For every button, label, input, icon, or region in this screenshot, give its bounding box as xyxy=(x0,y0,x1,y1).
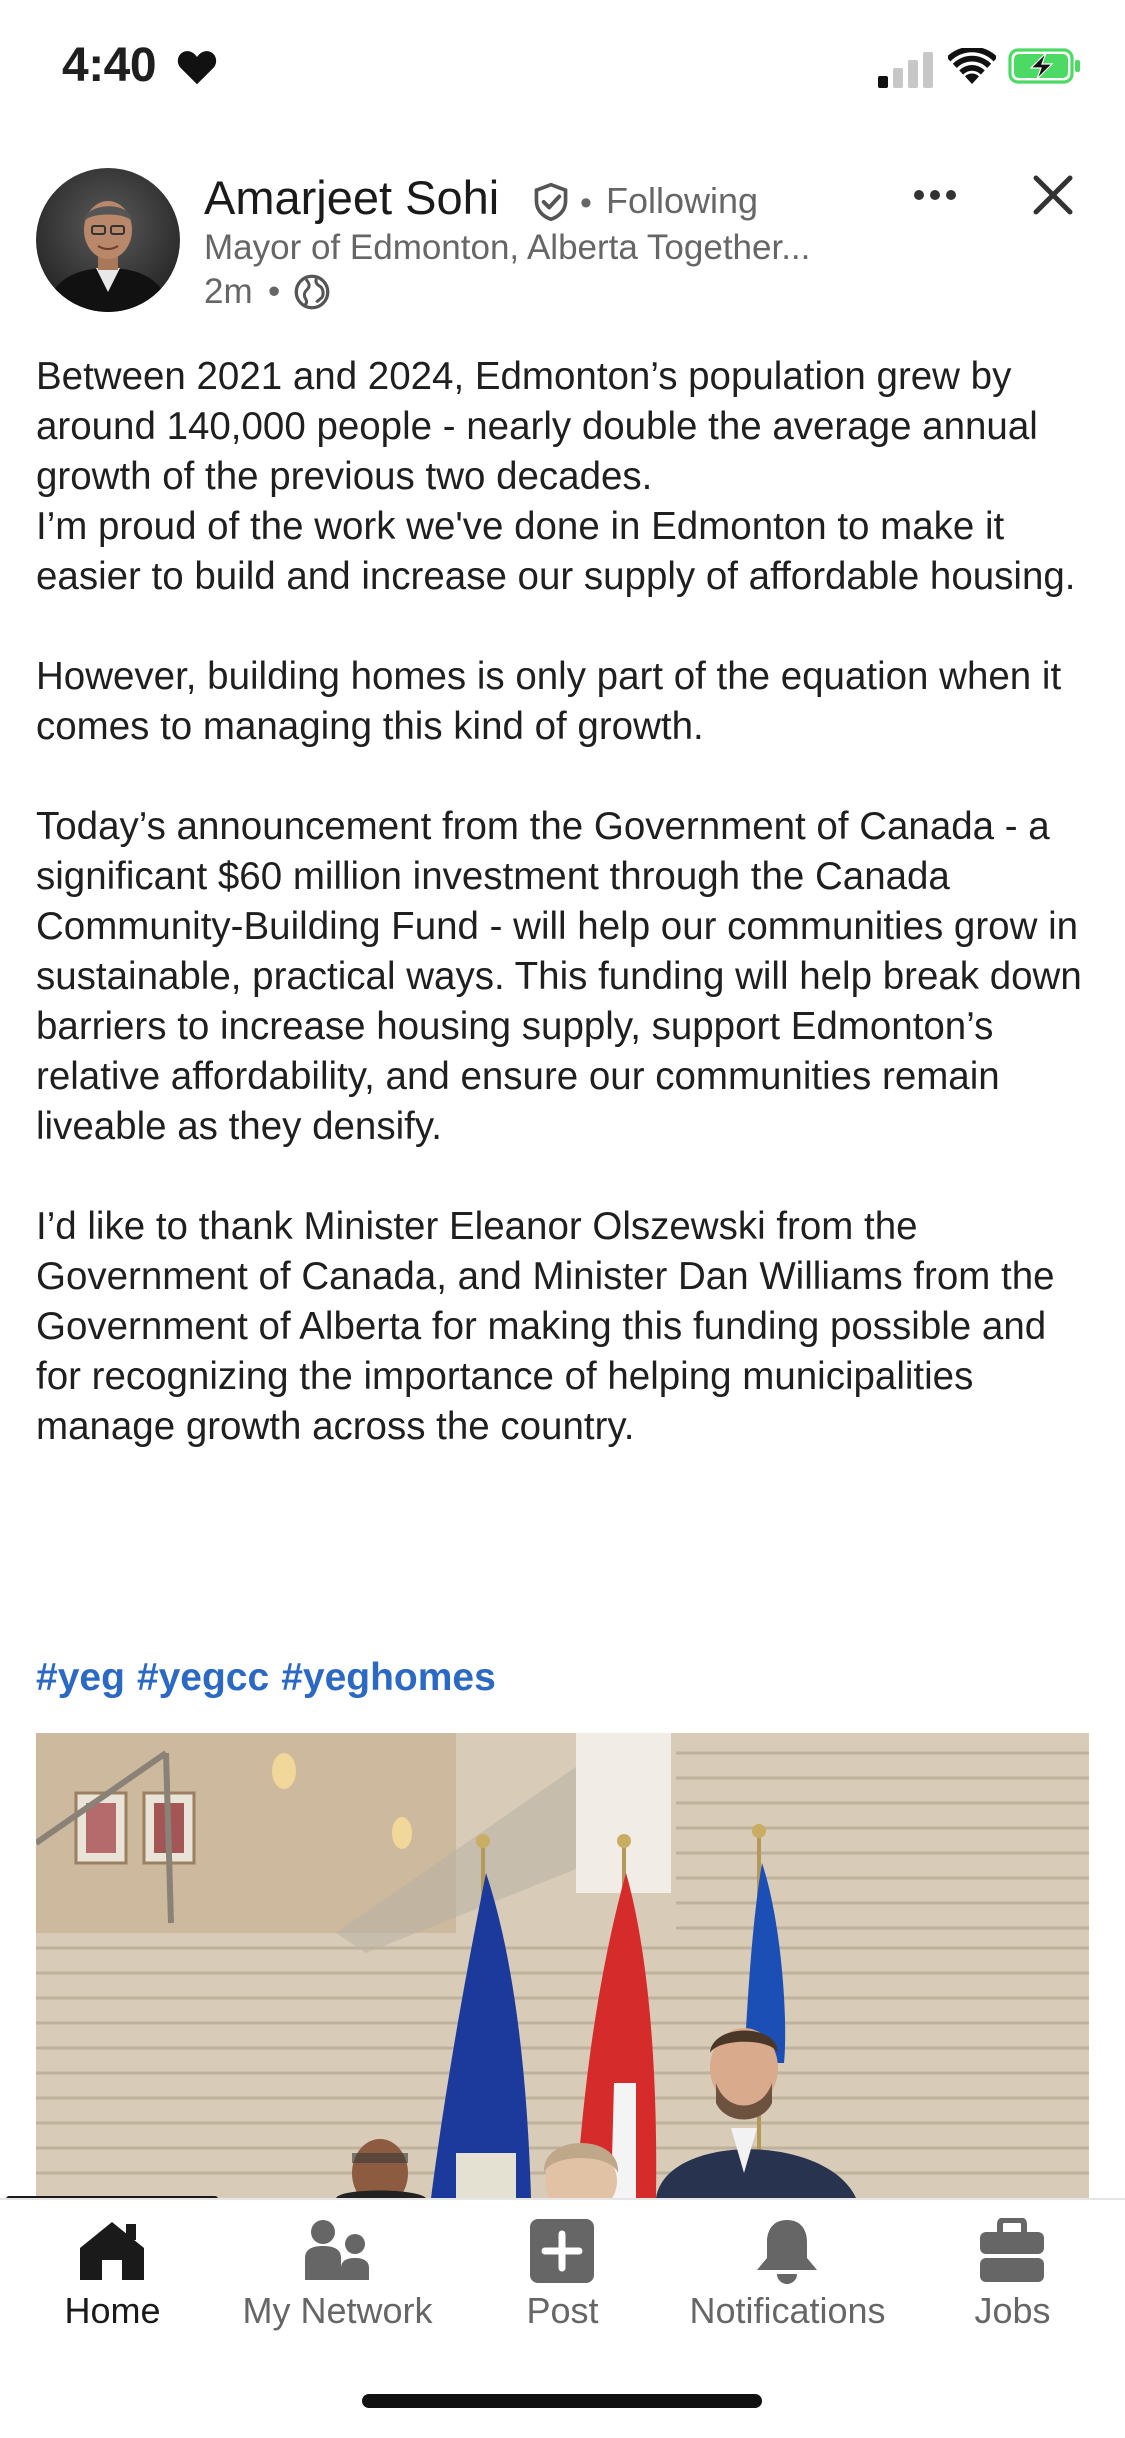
post-paragraph: Between 2021 and 2024, Edmonton’s population grew by around 140,000 people - nearly double the average annual growth of the previous two decades. I’m proud of the work we've done in Edmonton to make it easier to build and increase our supply of affordable housing. xyxy=(36,355,1076,598)
nav-jobs-label: Jobs xyxy=(974,2290,1051,2331)
cellular-signal-icon xyxy=(878,50,934,88)
heart-icon xyxy=(176,48,218,86)
status-time: 4:40 xyxy=(62,39,157,92)
post-paragraph: Today’s announcement from the Government of Canada - a significant $60 million investment through the Canada Community-Building Fund - will help our communities grow in sustainable, practical ways. This funding will help break down barriers to increase housing supply, support Edmonton’s relative affordability, and ensure our communities remain liveable as they densify. xyxy=(36,805,1082,1148)
hashtag-list xyxy=(36,1656,508,1700)
following-status[interactable]: Following xyxy=(606,180,759,221)
follow-separator: • xyxy=(580,184,592,222)
bell-icon xyxy=(753,2218,821,2284)
globe-icon xyxy=(294,274,330,310)
network-icon xyxy=(303,2218,371,2284)
hashtag-link[interactable]: #yeghomes xyxy=(281,1656,496,1699)
author-name[interactable]: Amarjeet Sohi xyxy=(204,171,500,224)
home-icon xyxy=(78,2218,146,2284)
nav-notifications-label: Notifications xyxy=(689,2290,886,2331)
nav-my-network[interactable] xyxy=(225,2200,450,2370)
wifi-icon xyxy=(948,48,996,86)
status-bar xyxy=(0,0,1125,140)
post-paragraph: However, building homes is only part of the equation when it comes to managing this kind of growth. xyxy=(36,655,1062,748)
nav-notifications[interactable] xyxy=(675,2200,900,2370)
author-avatar[interactable] xyxy=(36,168,180,312)
battery-charging-icon xyxy=(1008,48,1082,84)
nav-post[interactable] xyxy=(450,2200,675,2370)
post-paragraph: I’d like to thank Minister Eleanor Olszewski from the Government of Canada, and Minister Dan Williams from the Government of Alberta for making this funding possible and for recognizing the importance of helping municipalities manage growth across the country. xyxy=(36,1205,1055,1448)
post-photo[interactable] xyxy=(36,1733,1089,2198)
nav-home-label: Home xyxy=(64,2290,161,2331)
verified-shield-icon xyxy=(532,182,570,222)
hashtag-link[interactable]: #yegcc xyxy=(136,1656,270,1699)
post-icon xyxy=(528,2218,596,2284)
nav-post-label: Post xyxy=(526,2290,599,2331)
briefcase-icon xyxy=(978,2218,1046,2284)
more-options-icon[interactable] xyxy=(910,180,960,210)
nav-home[interactable] xyxy=(0,2200,225,2370)
close-icon[interactable] xyxy=(1030,172,1076,218)
hashtag-link[interactable]: #yeg xyxy=(36,1656,125,1699)
home-indicator-bar[interactable] xyxy=(362,2394,762,2408)
time-separator: • xyxy=(268,272,281,311)
nav-my-network-label: My Network xyxy=(242,2290,433,2331)
post-time: 2m xyxy=(204,272,253,311)
nav-jobs[interactable] xyxy=(900,2200,1125,2370)
post-text xyxy=(36,352,1096,1502)
author-headline: Mayor of Edmonton, Alberta Together... xyxy=(204,228,811,267)
